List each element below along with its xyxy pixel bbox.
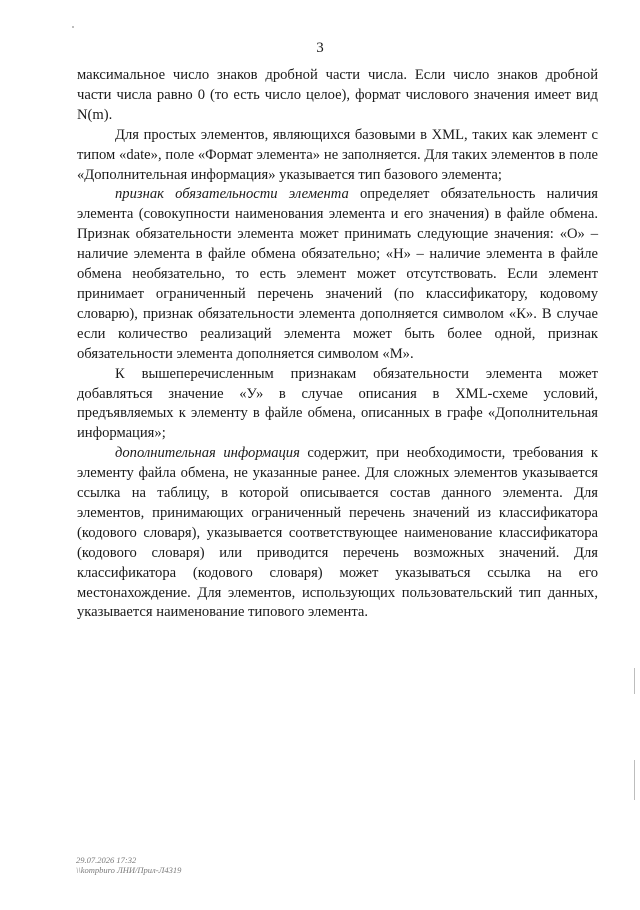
paragraph-number-format: максимальное число знаков дробной части числа. Если число знаков дробной части числа равно 0 (то есть число целое), формат числового значения имеет вид N(m). bbox=[77, 67, 598, 123]
term-additional-info: дополнительная информация bbox=[115, 445, 300, 462]
term-required-flag: признак обязательности элемента bbox=[115, 186, 349, 203]
scan-speck bbox=[72, 26, 74, 28]
page-number: 3 bbox=[316, 40, 324, 56]
paragraph-additional-info bbox=[77, 444, 598, 623]
scan-edge-mark bbox=[634, 760, 635, 800]
stamp-date: 29.07.2026 17:32 bbox=[76, 855, 137, 865]
document-body bbox=[77, 66, 598, 623]
stamp-path: \\kompburo ЛНИ/Прил-Л4319 bbox=[76, 865, 182, 875]
paragraph-required-flag bbox=[77, 185, 598, 364]
paragraph-conditional-value: К вышеперечисленным признакам обязательности элемента может добавляться значение «У» в случае описания в XML-схеме условий, предъявляемых к элементу в файле обмена, описанных в графе «Дополнительная информация»; bbox=[77, 365, 598, 442]
paragraph-simple-elements: Для простых элементов, являющихся базовыми в XML, таких как элемент с типом «date», поле «Формат элемента» не заполняется. Для таких элементов в поле «Дополнительная информация» указывается тип базового элемента; bbox=[77, 126, 598, 183]
required-flag-text: определяет обязательность наличия элемента (совокупности наименования элемента и его значения) в файле обмена. Признак обязательности элемента может принимать следующие значения: «О» – наличие элемента в файле обмена обязательно; «Н» – наличие элемента в файле обмена необязательно, то есть элемент может отсутствовать. Если элемент принимает ограниченный перечень значений (по классификатору, кодовому словарю), признак обязательности элемента дополняется символом «К». В случае если количество реализаций элемента может быть более одной, признак обязательности элемента дополняется символом «М». bbox=[77, 186, 598, 362]
scan-edge-mark bbox=[634, 668, 635, 694]
print-stamp bbox=[76, 855, 181, 875]
additional-info-text: содержит, при необходимости, требования к элементу файла обмена, не указанные ранее. Для сложных элементов указывается ссылка на таблицу, в которой описывается состав данного элемента. Для элементов, принимающих ограниченный перечень значений из классификатора (кодового словаря), указывается соответствующее наименование классификатора (кодового словаря) или приводится перечень возможных значений. Для классификатора (кодового словаря) может указываться ссылка на его местонахождение. Для элементов, использующих пользовательский тип данных, указывается наименование типового элемента. bbox=[77, 445, 599, 621]
